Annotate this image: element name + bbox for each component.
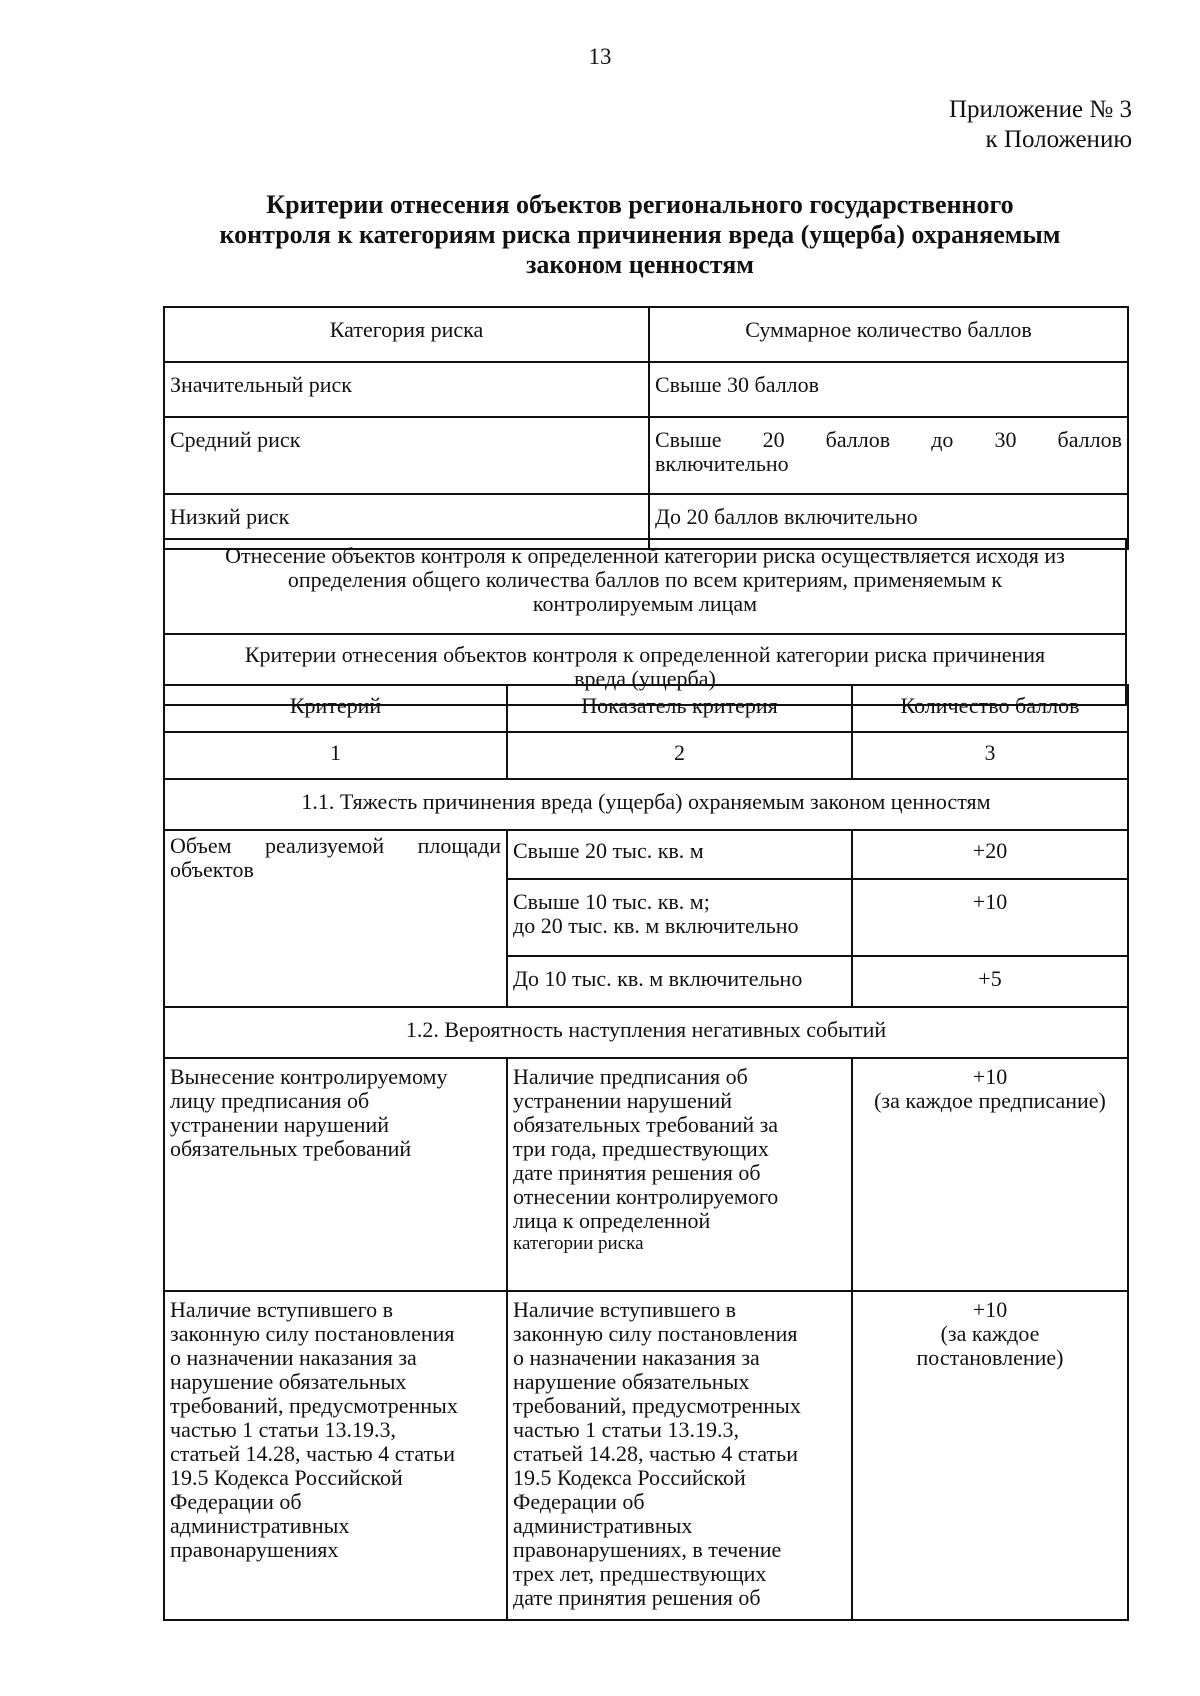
cell-line: трех лет, предшествующих bbox=[513, 1561, 767, 1586]
cell-line: лицу предписания об bbox=[170, 1088, 370, 1113]
header-cell: Критерий bbox=[164, 685, 507, 732]
risk-category-cell: Низкий риск bbox=[164, 494, 649, 549]
cell-line: +10 bbox=[972, 1064, 1008, 1089]
table-row bbox=[164, 362, 1128, 417]
cell-line: административных bbox=[513, 1513, 693, 1538]
cell-line: частью 1 статьи 13.19.3, bbox=[170, 1417, 396, 1442]
cell-line: категории риска bbox=[513, 1233, 644, 1254]
column-number-cell: 3 bbox=[852, 732, 1128, 779]
header-cell: Количество баллов bbox=[852, 685, 1128, 732]
risk-category-cell: Значительный риск bbox=[164, 362, 649, 417]
page-number: 13 bbox=[588, 44, 612, 69]
cell-line: дате принятия решения об bbox=[513, 1160, 761, 1185]
table-row bbox=[164, 830, 1128, 879]
header-cell: Суммарное количество баллов bbox=[649, 307, 1128, 362]
cell-line: Наличие предписания об bbox=[513, 1064, 748, 1089]
risk-points-cell: Свыше 30 баллов bbox=[649, 362, 1128, 417]
note-line: определения общего количества баллов по всем критериям, применяемым к bbox=[287, 567, 1003, 592]
table-header-row bbox=[164, 685, 1128, 732]
cell-line: обязательных требований за bbox=[513, 1112, 779, 1137]
cell-line: постановление) bbox=[916, 1345, 1064, 1370]
note-line: Отнесение объектов контроля к определенной категории риска осуществляется исходя из bbox=[225, 543, 1065, 568]
cell-line: нарушение обязательных bbox=[513, 1369, 750, 1394]
header-cell: Категория риска bbox=[164, 307, 649, 362]
appendix-line: Приложение № 3 bbox=[948, 96, 1132, 123]
cell-line: устранении нарушений bbox=[513, 1088, 733, 1113]
cell-line: устранении нарушений bbox=[170, 1112, 390, 1137]
cell-line: дате принятия решения об bbox=[513, 1585, 761, 1610]
cell-line: Наличие вступившего в bbox=[513, 1297, 737, 1322]
cell-line: лица к определенной bbox=[513, 1208, 711, 1233]
cell-line: Федерации об bbox=[513, 1489, 645, 1514]
indicator-cell bbox=[507, 1058, 852, 1291]
cell-line: Наличие вступившего в bbox=[170, 1297, 394, 1322]
cell-line: три года, предшествующих bbox=[513, 1136, 769, 1161]
cell-line: правонарушениях, в течение bbox=[513, 1537, 782, 1562]
section-title: 1.2. Вероятность наступления негативных событий bbox=[164, 1007, 1128, 1058]
section-title-row bbox=[164, 1007, 1128, 1058]
criterion-cell bbox=[164, 1291, 507, 1620]
document-title bbox=[150, 190, 1130, 280]
caption-line: Критерии отнесения объектов контроля к определенной категории риска причинения bbox=[244, 642, 1046, 667]
indicator-cell: Свыше 20 тыс. кв. м bbox=[507, 830, 852, 879]
indicator-cell: До 10 тыс. кв. м включительно bbox=[507, 956, 852, 1007]
title-line: контроля к категориям риска причинения вреда (ущерба) охраняемым bbox=[219, 220, 1061, 249]
title-line: законом ценностям bbox=[525, 250, 754, 279]
criteria-table bbox=[163, 684, 1129, 1621]
points-cell: +5 bbox=[852, 956, 1128, 1007]
cell-line: 19.5 Кодекса Российской bbox=[513, 1465, 746, 1490]
risk-category-table bbox=[163, 306, 1129, 550]
points-cell: +20 bbox=[852, 830, 1128, 879]
table-header-row bbox=[164, 307, 1128, 362]
cell-line: Свыше 10 тыс. кв. м; bbox=[513, 889, 710, 914]
appendix-reference bbox=[949, 95, 1132, 155]
cell-line: обязательных требований bbox=[170, 1136, 412, 1161]
table-row bbox=[164, 539, 1126, 634]
header-cell: Показатель критерия bbox=[507, 685, 852, 732]
cell-line: требований, предусмотренных bbox=[170, 1393, 458, 1418]
column-number-cell: 2 bbox=[507, 732, 852, 779]
cell-line: законную силу постановления bbox=[513, 1321, 798, 1346]
note-cell bbox=[164, 539, 1126, 634]
appendix-line: к Положению bbox=[985, 126, 1132, 153]
cell-line: включительно bbox=[655, 451, 789, 476]
cell-line: правонарушениях bbox=[170, 1537, 339, 1562]
cell-line: Свыше 20 баллов до 30 баллов bbox=[655, 427, 1122, 452]
section-title: 1.1. Тяжесть причинения вреда (ущерба) охраняемым законом ценностям bbox=[164, 779, 1128, 830]
indicator-cell bbox=[507, 1291, 852, 1620]
risk-points-cell: До 20 баллов включительно bbox=[649, 494, 1128, 549]
column-number-cell: 1 bbox=[164, 732, 507, 779]
risk-category-cell: Средний риск bbox=[164, 417, 649, 494]
points-cell bbox=[852, 1291, 1128, 1620]
section-title-row bbox=[164, 779, 1128, 830]
points-cell: +10 bbox=[852, 879, 1128, 956]
cell-line: отнесении контролируемого bbox=[513, 1184, 779, 1209]
cell-line: о назначении наказания за bbox=[170, 1345, 417, 1370]
criterion-cell: Объем реализуемой площади объектов bbox=[164, 830, 507, 1007]
cell-line: частью 1 статьи 13.19.3, bbox=[513, 1417, 739, 1442]
criterion-cell bbox=[164, 1058, 507, 1291]
table-row bbox=[164, 1291, 1128, 1620]
cell-line: статьей 14.28, частью 4 статьи bbox=[170, 1441, 455, 1466]
note-table bbox=[163, 538, 1127, 706]
cell-line: нарушение обязательных bbox=[170, 1369, 407, 1394]
risk-points-cell bbox=[649, 417, 1128, 494]
cell-line: (за каждое предписание) bbox=[874, 1088, 1106, 1113]
title-line: Критерии отнесения объектов регионального государственного bbox=[266, 190, 1014, 219]
table-row bbox=[164, 1058, 1128, 1291]
column-number-row bbox=[164, 732, 1128, 779]
table-row bbox=[164, 417, 1128, 494]
cell-line: (за каждое bbox=[940, 1321, 1040, 1346]
indicator-cell bbox=[507, 879, 852, 956]
cell-line: административных bbox=[170, 1513, 350, 1538]
caption-line: вреда (ущерба) bbox=[574, 666, 716, 691]
note-line: контролируемым лицам bbox=[532, 591, 758, 616]
cell-line: Федерации об bbox=[170, 1489, 302, 1514]
cell-line: Вынесение контролируемому bbox=[170, 1064, 448, 1089]
cell-line: 19.5 Кодекса Российской bbox=[170, 1465, 403, 1490]
cell-line: +10 bbox=[972, 1297, 1008, 1322]
cell-line: законную силу постановления bbox=[170, 1321, 455, 1346]
cell-line: статьей 14.28, частью 4 статьи bbox=[513, 1441, 798, 1466]
cell-line: о назначении наказания за bbox=[513, 1345, 760, 1370]
cell-line: до 20 тыс. кв. м включительно bbox=[513, 913, 799, 938]
points-cell bbox=[852, 1058, 1128, 1291]
cell-line: требований, предусмотренных bbox=[513, 1393, 801, 1418]
